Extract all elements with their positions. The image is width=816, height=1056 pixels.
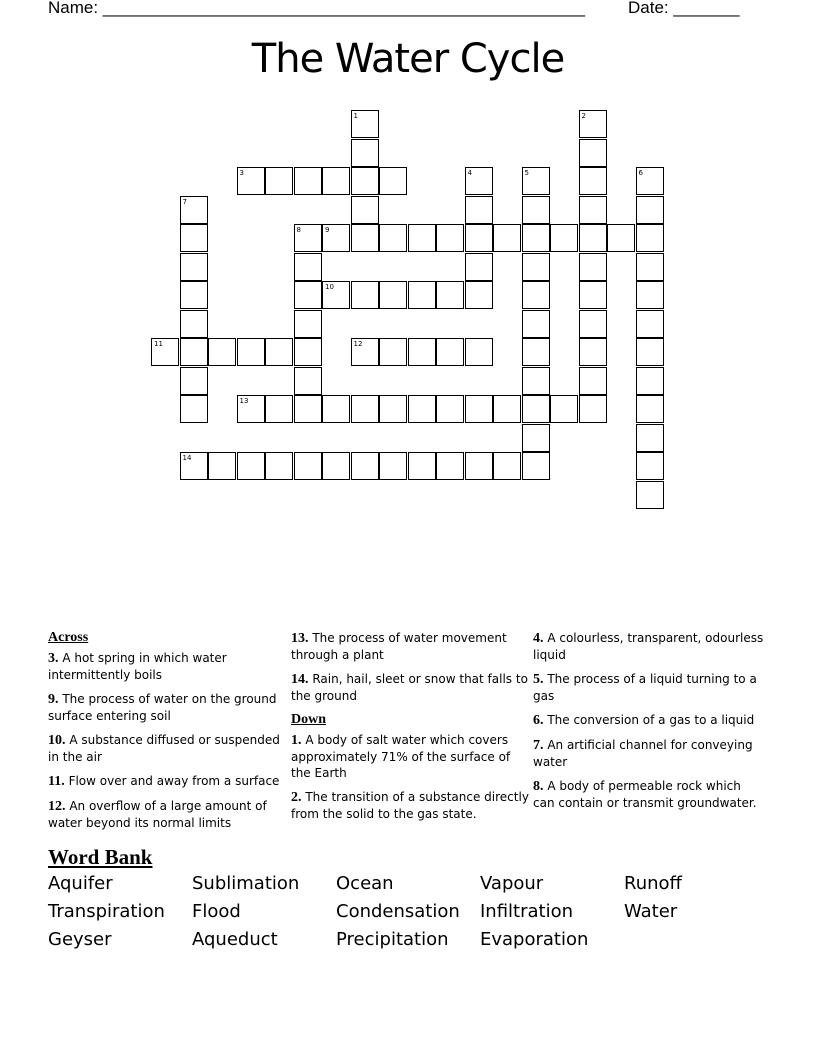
clue-number: 5 — [524, 169, 529, 177]
crossword-cell[interactable] — [294, 395, 322, 423]
crossword-cell[interactable] — [379, 224, 407, 252]
crossword-cell[interactable] — [436, 224, 464, 252]
crossword-cell[interactable] — [379, 452, 407, 480]
crossword-cell[interactable] — [237, 338, 265, 366]
crossword-cell[interactable] — [180, 224, 208, 252]
clue-across-9: 9. The process of water on the ground surface entering soil — [48, 692, 277, 723]
crossword-cell[interactable] — [408, 452, 436, 480]
crossword-cell[interactable] — [180, 281, 208, 309]
crossword-cell[interactable] — [351, 110, 379, 138]
crossword-cell[interactable] — [408, 395, 436, 423]
word-bank-item: Flood — [192, 901, 241, 922]
crossword-cell[interactable] — [522, 281, 550, 309]
clue-down-4: 4. A colourless, transparent, odourless liquid — [533, 631, 764, 662]
clue-number: 13 — [239, 397, 249, 405]
word-bank-item: Ocean — [336, 873, 394, 894]
date-field-label: Date: _______ — [628, 0, 740, 17]
word-bank-title: Word Bank — [48, 845, 153, 869]
crossword-cell[interactable] — [522, 253, 550, 281]
clue-number: 8 — [296, 226, 301, 234]
crossword-cell[interactable] — [493, 395, 521, 423]
word-bank-item: Infiltration — [480, 901, 574, 922]
word-bank-item: Precipitation — [336, 929, 449, 950]
word-bank-item: Geyser — [48, 929, 112, 950]
crossword-cell[interactable] — [550, 395, 578, 423]
crossword-cell[interactable] — [579, 310, 607, 338]
crossword-cell[interactable] — [522, 424, 550, 452]
clue-down-2: 2. The transition of a substance directly from the solid to the gas state. — [291, 790, 529, 821]
crossword-cell[interactable] — [408, 281, 436, 309]
crossword-cell[interactable] — [379, 281, 407, 309]
crossword-cell[interactable] — [265, 452, 293, 480]
crossword-cell[interactable] — [322, 395, 350, 423]
crossword-cell[interactable] — [322, 224, 350, 252]
crossword-cell[interactable] — [522, 224, 550, 252]
crossword-cell[interactable] — [294, 224, 322, 252]
clue-number: 11 — [154, 340, 163, 348]
clue-across-14: 14. Rain, hail, sleet or snow that falls to the ground — [291, 672, 528, 703]
clue-number: 1 — [353, 112, 358, 120]
crossword-cell[interactable] — [579, 167, 607, 195]
across-heading: Across — [48, 630, 89, 645]
crossword-cell[interactable] — [237, 395, 265, 423]
crossword-cell[interactable] — [465, 253, 493, 281]
crossword-cell[interactable] — [465, 167, 493, 195]
word-bank-item: Water — [624, 901, 678, 922]
crossword-cell[interactable] — [522, 338, 550, 366]
crossword-cell[interactable] — [408, 338, 436, 366]
crossword-cell[interactable] — [636, 338, 664, 366]
clue-number: 9 — [325, 226, 330, 234]
crossword-cell[interactable] — [636, 167, 664, 195]
name-field-label: Name: ___________________________________________________ — [48, 0, 585, 17]
crossword-cell[interactable] — [180, 196, 208, 224]
word-bank — [48, 873, 768, 950]
crossword-cell[interactable] — [465, 196, 493, 224]
clue-down-8: 8. A body of permeable rock which can contain or transmit groundwater. — [533, 779, 757, 810]
crossword-cell[interactable] — [180, 367, 208, 395]
clues-column-3 — [533, 630, 765, 819]
crossword-cell[interactable] — [351, 338, 379, 366]
crossword-cell[interactable] — [265, 167, 293, 195]
crossword-cell[interactable] — [237, 167, 265, 195]
crossword-cell[interactable] — [180, 452, 208, 480]
crossword-cell[interactable] — [636, 224, 664, 252]
crossword-cell[interactable] — [550, 224, 578, 252]
crossword-cell[interactable] — [522, 367, 550, 395]
page-title: The Water Cycle — [251, 36, 565, 82]
clue-number: 6 — [638, 169, 643, 177]
word-bank-item: Evaporation — [480, 929, 589, 950]
crossword-cell[interactable] — [379, 395, 407, 423]
crossword-cell[interactable] — [208, 338, 236, 366]
crossword-cell[interactable] — [522, 452, 550, 480]
crossword-cell[interactable] — [579, 196, 607, 224]
crossword-cell[interactable] — [322, 281, 350, 309]
crossword-cell[interactable] — [180, 253, 208, 281]
crossword-cell[interactable] — [180, 395, 208, 423]
crossword-cell[interactable] — [522, 167, 550, 195]
crossword-cell[interactable] — [465, 395, 493, 423]
clue-across-13: 13. The process of water movement through a plant — [291, 631, 507, 662]
crossword-cell[interactable] — [351, 139, 379, 167]
crossword-cell[interactable] — [636, 196, 664, 224]
clue-number: 10 — [325, 283, 334, 291]
clue-across-3: 3. A hot spring in which water intermittently boils — [48, 651, 227, 682]
crossword-cell[interactable] — [465, 224, 493, 252]
clues-column-1 — [48, 630, 280, 839]
word-bank-item: Runoff — [624, 873, 682, 894]
crossword-cell[interactable] — [294, 281, 322, 309]
crossword-cell[interactable] — [493, 224, 521, 252]
crossword-cell[interactable] — [522, 395, 550, 423]
crossword-cell[interactable] — [180, 310, 208, 338]
crossword-cell[interactable] — [351, 281, 379, 309]
crossword-cell[interactable] — [636, 452, 664, 480]
clue-number: 14 — [182, 454, 192, 462]
crossword-cell[interactable] — [294, 253, 322, 281]
crossword-cell[interactable] — [351, 395, 379, 423]
clue-number: 7 — [182, 197, 187, 206]
crossword-cell[interactable] — [180, 338, 208, 366]
crossword-cell[interactable] — [322, 452, 350, 480]
down-heading: Down — [291, 712, 327, 727]
crossword-cell[interactable] — [636, 310, 664, 338]
word-bank-item: Aquifer — [48, 873, 113, 894]
clue-number: 4 — [467, 169, 472, 177]
crossword-cell[interactable] — [294, 367, 322, 395]
word-bank-item: Vapour — [480, 873, 544, 894]
clues-column-2 — [291, 630, 529, 830]
crossword-cell[interactable] — [465, 452, 493, 480]
crossword-cell[interactable] — [636, 424, 664, 452]
crossword-cell[interactable] — [493, 452, 521, 480]
crossword-cell[interactable] — [351, 167, 379, 195]
crossword-cell[interactable] — [579, 338, 607, 366]
crossword-cell[interactable] — [379, 338, 407, 366]
crossword-cell[interactable] — [522, 196, 550, 224]
crossword-cell[interactable] — [265, 395, 293, 423]
crossword-cell[interactable] — [579, 367, 607, 395]
crossword-cell[interactable] — [636, 253, 664, 281]
crossword-cell[interactable] — [351, 452, 379, 480]
clue-number: 12 — [353, 340, 363, 348]
crossword-cell[interactable] — [579, 139, 607, 167]
crossword-cell[interactable] — [265, 338, 293, 366]
crossword-cell[interactable] — [579, 253, 607, 281]
crossword-cell[interactable] — [208, 452, 236, 480]
crossword-cell[interactable] — [522, 310, 550, 338]
word-bank-item: Condensation — [336, 901, 460, 922]
clue-number: 2 — [581, 112, 586, 120]
crossword-cell[interactable] — [636, 281, 664, 309]
crossword-cell[interactable] — [379, 167, 407, 195]
crossword-cell[interactable] — [465, 338, 493, 366]
word-bank-item: Transpiration — [48, 901, 165, 922]
crossword-cell[interactable] — [607, 224, 635, 252]
word-bank-item: Sublimation — [192, 873, 300, 894]
crossword-cell[interactable] — [579, 395, 607, 423]
crossword-cell[interactable] — [294, 167, 322, 195]
clue-across-12: 12. An overflow of a large amount of water beyond its normal limits — [48, 799, 267, 830]
crossword-cell[interactable] — [408, 224, 436, 252]
crossword-cell[interactable] — [294, 310, 322, 338]
clue-down-5: 5. The process of a liquid turning to a gas — [533, 672, 757, 703]
crossword-cell[interactable] — [294, 452, 322, 480]
crossword-cell[interactable] — [294, 338, 322, 366]
clue-down-6: 6. The conversion of a gas to a liquid — [533, 713, 755, 728]
crossword-cell[interactable] — [436, 452, 464, 480]
crossword-cell[interactable] — [351, 224, 379, 252]
crossword-cell[interactable] — [579, 110, 607, 138]
clue-number: 3 — [239, 169, 244, 177]
crossword-cell[interactable] — [465, 281, 493, 309]
clue-across-11: 11. Flow over and away from a surface — [48, 774, 280, 789]
crossword-cell[interactable] — [636, 367, 664, 395]
crossword-cell[interactable] — [436, 338, 464, 366]
clue-down-7: 7. An artificial channel for conveying water — [533, 738, 753, 769]
crossword-cell[interactable] — [351, 196, 379, 224]
crossword-cell[interactable] — [636, 395, 664, 423]
word-bank-item: Aqueduct — [192, 929, 278, 950]
crossword-cell[interactable] — [636, 481, 664, 509]
crossword-cell[interactable] — [322, 167, 350, 195]
crossword-cell[interactable] — [436, 281, 464, 309]
crossword-cell[interactable] — [579, 281, 607, 309]
crossword-cell[interactable] — [436, 395, 464, 423]
clue-across-10: 10. A substance diffused or suspended in the air — [48, 733, 280, 764]
clue-down-1: 1. A body of salt water which covers approximately 71% of the surface of the Earth — [291, 733, 511, 780]
crossword-cell[interactable] — [579, 224, 607, 252]
crossword-cell[interactable] — [151, 338, 179, 366]
crossword-cell[interactable] — [237, 452, 265, 480]
